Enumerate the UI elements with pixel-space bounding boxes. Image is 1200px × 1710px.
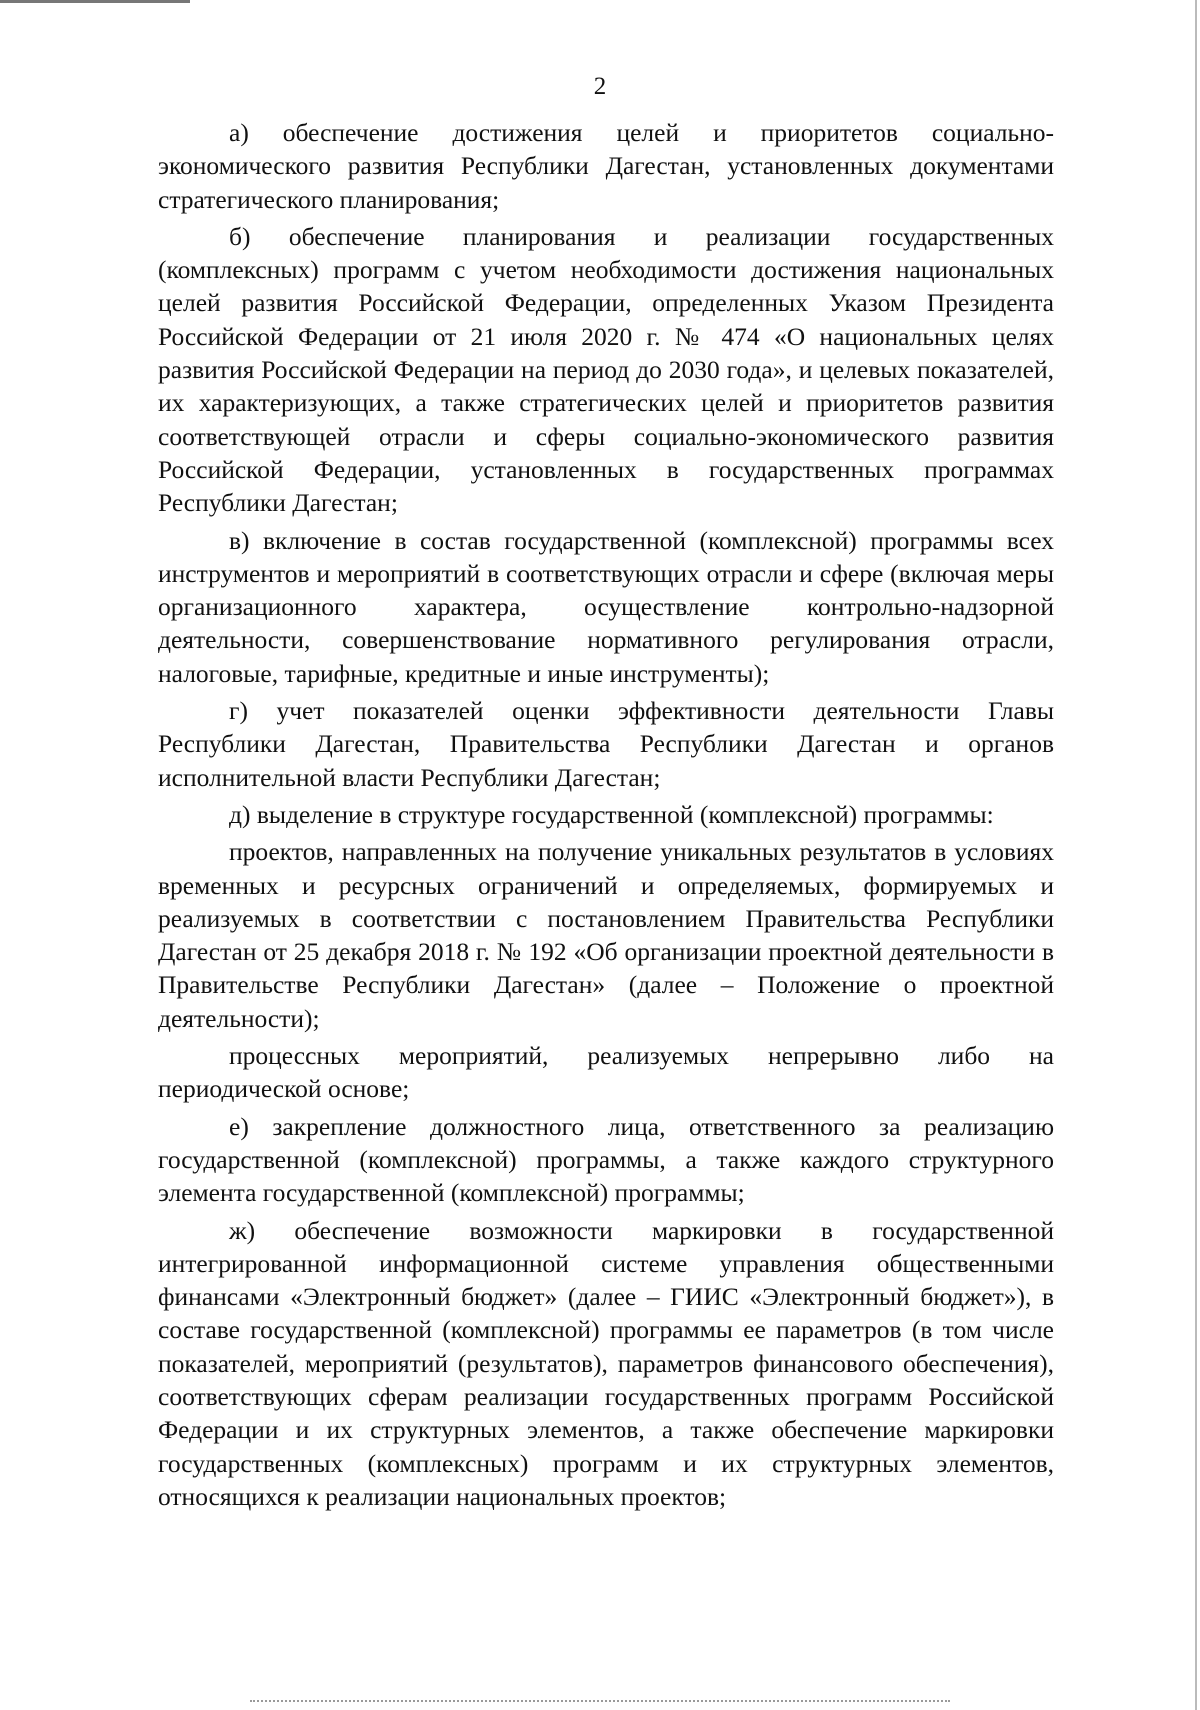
paragraph-zh: ж) обеспечение возможности маркировки в государственной интегрированной информационной системе управления общественными финансами «Электронный бюджет» (далее – ГИИС «Электронный бюджет»), в составе государственной (комплексной) программы ее параметров (в том числе показателей, мероприятий (результатов), параметров финансового обеспечения), соответствующих сферам реализации государственных программ Российской Федерации и их структурных элементов, а также обеспечение маркировки государственных (комплексных) программ и их структурных элементов, относящихся к реализации национальных проектов; <box>158 1215 1054 1511</box>
paragraph-a: а) обеспечение достижения целей и приоритетов социально-экономического развития Республики Дагестан, установленных документами стратегического планирования; <box>158 118 1054 214</box>
document-body <box>158 116 1054 1517</box>
paragraph-d-process: процессных мероприятий, реализуемых непрерывно либо на периодической основе; <box>158 1041 1054 1104</box>
page-number: 2 <box>593 73 607 100</box>
scan-edge-bottom <box>250 1700 950 1704</box>
paragraph-d-projects: проектов, направленных на получение уникальных результатов в условиях временных и ресурсных ограничений и определяемых, формируемых и реализуемых в соответствии с постановлением Правительства Республики Дагестан от 25 декабря 2018 г. № 192 «Об организации проектной деятельности в Правительстве Республики Дагестан» (далее – Положение о проектной деятельности); <box>158 837 1054 1033</box>
scan-edge-right <box>1195 0 1197 1710</box>
paragraph-g: г) учет показателей оценки эффективности деятельности Главы Республики Дагестан, Правительства Республики Дагестан и органов исполнительной власти Республики Дагестан; <box>158 696 1054 792</box>
scan-edge-top <box>0 0 1200 3</box>
paragraph-v: в) включение в состав государственной (комплексной) программы всех инструментов и мероприятий в соответствующих отрасли и сфере (включая меры организационного характера, осуществление контрольно-надзорной деятельности, совершенствование нормативного регулирования отрасли, налоговые, тарифные, кредитные и иные инструменты); <box>158 525 1054 688</box>
paragraph-b: б) обеспечение планирования и реализации государственных (комплексных) программ с учетом необходимости достижения национальных целей развития Российской Федерации, определенных Указом Президента Российской Федерации от 21 июля 2020 г. № 474 «О национальных целях развития Российской Федерации на период до 2030 года», и целевых показателей, их характеризующих, а также стратегических целей и приоритетов развития соответствующей отрасли и сферы социально-экономического развития Российской Федерации, установленных в государственных программах Республики Дагестан; <box>158 221 1054 518</box>
paragraph-d: д) выделение в структуре государственной (комплексной) программы: <box>229 799 994 829</box>
paragraph-e: е) закрепление должностного лица, ответственного за реализацию государственной (комплексной) программы, а также каждого структурного элемента государственной (комплексной) программы; <box>158 1111 1054 1208</box>
